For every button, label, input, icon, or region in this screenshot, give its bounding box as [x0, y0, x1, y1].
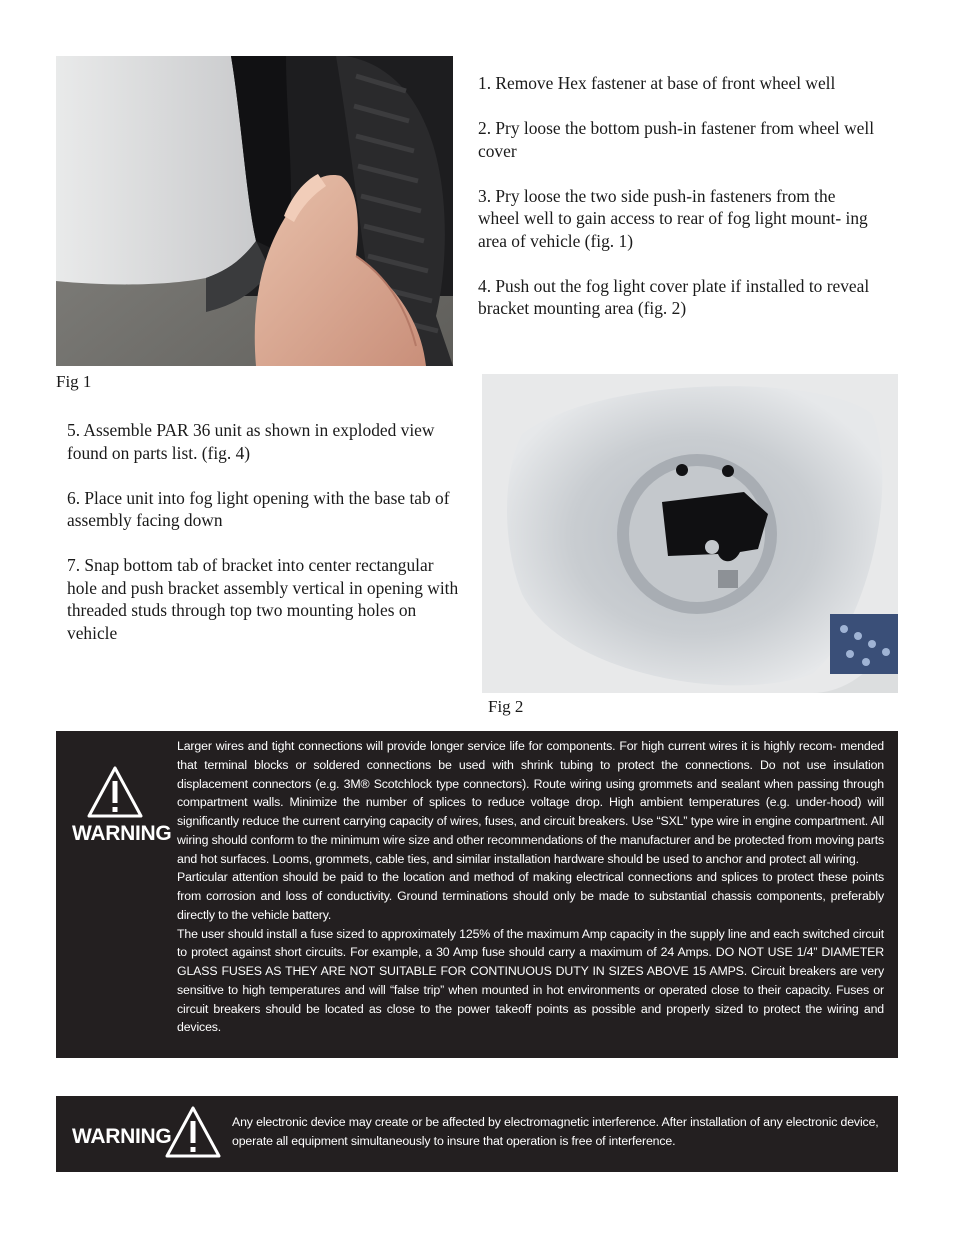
list-item: 7. Snap bottom tab of bracket into center rectangular hole and push bracket assembly vertical in opening with threaded studs through top two mounting holes on vehicle	[67, 555, 459, 643]
list-item: 2. Pry loose the bottom push-in fastener from wheel well cover	[478, 118, 875, 161]
warning-triangle-icon	[164, 1105, 222, 1159]
list-item: 1. Remove Hex fastener at base of front wheel well	[478, 73, 836, 93]
list-item: 4. Push out the fog light cover plate if installed to reveal bracket mounting area (fig. 2)	[478, 275, 870, 318]
warning-paragraph: Larger wires and tight connections will provide longer service life for components. For high current wires it is highly recom- mended that terminal blocks or soldered connections be used with shrink tubing to protect the connections. Do not use insulation displacement connectors (e.g. 3M® Scotchlock type connectors). Route wiring using grommets and sealant when passing through compartment walls. Minimize the number of splices to reduce voltage drop. High ambient temperatures (e.g. under-hood) will significantly reduce the current carrying capacity of wires, fuses, and circuit breakers. Use “SXL” type wire in engine compartment. All wiring should conform to the minimum wire size and other recommendations of the manufacturer and be protected from moving parts and hot surfaces. Looms, grommets, cable ties, and similar installation hardware should be used to anchor and protect all wiring.	[177, 739, 884, 866]
warning-label: WARNING	[72, 1125, 172, 1148]
fig2-caption: Fig 2	[488, 697, 524, 716]
warning-paragraph: Particular attention should be paid to the location and method of making electrical connections and splices to protect these points from corrosion and loss of conductivity. Ground terminations should only be made to substantial chassis components, preferably directly to the vehicle battery.	[177, 870, 884, 922]
warning-text	[177, 737, 884, 1037]
warning-label: WARNING	[72, 822, 172, 845]
fig2-photo	[482, 374, 898, 693]
list-item: 6. Place unit into fog light opening with the base tab of assembly facing down	[67, 487, 450, 530]
steps-list-right	[478, 72, 878, 320]
list-item: 3. Pry loose the two side push-in fasteners from the wheel well to gain access to rear of fog light mount- ing area of vehicle (fig. 1)	[478, 185, 868, 251]
warning-paragraph: The user should install a fuse sized to approximately 125% of the maximum Amp capacity in the supply line and each switched circuit to protect against short circuits. For example, a 30 Amp fuse should carry a maximum of 24 Amps. DO NOT USE 1/4” DIAMETER GLASS FUSES AS THEY ARE NOT SUITABLE FOR CONTINUOUS DUTY IN SIZES ABOVE 15 AMPS. Circuit breakers are very sensitive to high temperatures and will “false trip” when mounted in hot environments or operated close to their capacity. Fuses or circuit breakers should be located as close to the power takeoff points as possible and properly sized to protect the wiring and devices.	[177, 926, 884, 1035]
warning-box-emi	[56, 1096, 898, 1172]
warning-triangle-icon	[86, 765, 144, 819]
fig1-photo	[56, 56, 453, 366]
steps-list-left	[67, 419, 467, 644]
fig1-caption: Fig 1	[56, 372, 92, 391]
warning-box-wiring	[56, 731, 898, 1058]
list-item: 5. Assemble PAR 36 unit as shown in exploded view found on parts list. (fig. 4)	[67, 420, 435, 463]
warning-text: Any electronic device may create or be affected by electromagnetic interference. After installation of any electronic device, operate all equipment simultaneously to insure that operation is free of interference.	[232, 1115, 879, 1148]
